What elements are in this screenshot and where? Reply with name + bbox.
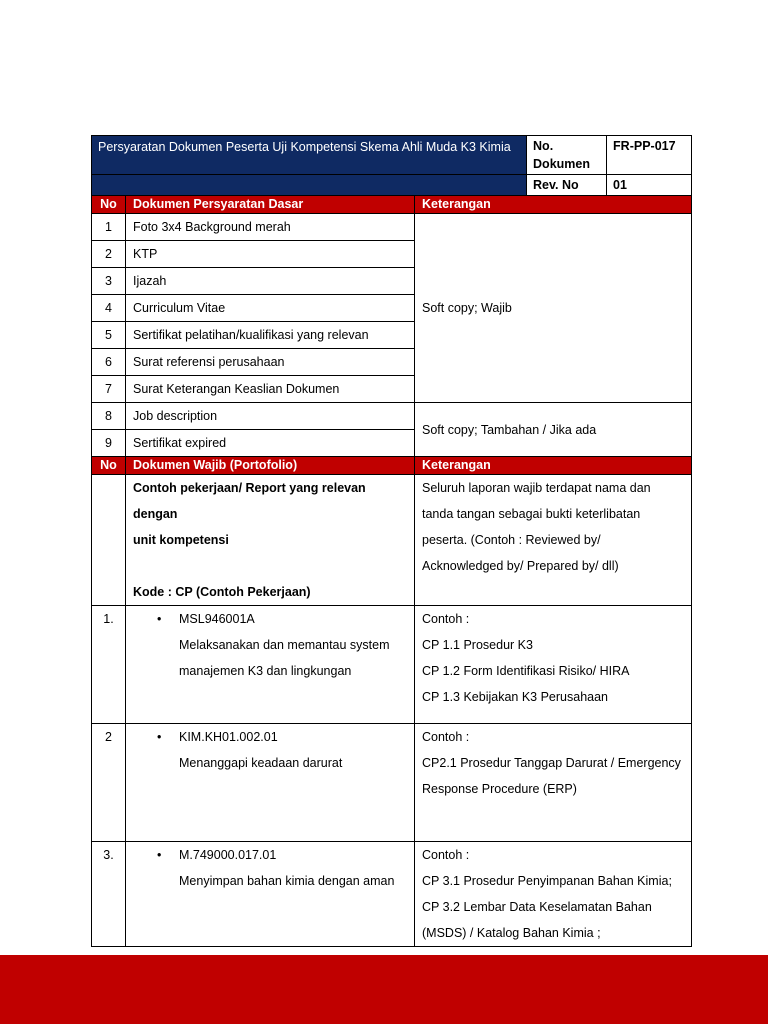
row-number: 3: [92, 268, 126, 295]
ket-line: Contoh :: [422, 612, 470, 626]
unit-description: [126, 606, 415, 724]
row-number: 7: [92, 376, 126, 403]
unit-description: [126, 842, 415, 947]
doc-no-value: FR-PP-017: [607, 136, 692, 175]
row-number: 8: [92, 403, 126, 430]
unit-title-line: Melaksanakan dan memantau system: [179, 638, 390, 652]
row-document: KTP: [126, 241, 415, 268]
unit-ket: [415, 724, 692, 842]
intro-line: Contoh pekerjaan/ Report yang relevan dengan: [133, 481, 366, 521]
row-number: 5: [92, 322, 126, 349]
row-document: Ijazah: [126, 268, 415, 295]
footer-band: [0, 955, 768, 1024]
ket-line: peserta. (Contoh : Reviewed by/: [422, 533, 601, 547]
unit-ket: [415, 842, 692, 947]
doc-no-label: No. Dokumen: [527, 136, 607, 175]
header-blue-band: [92, 175, 527, 196]
portfolio-intro-ket: [415, 475, 692, 606]
row-number: 3.: [92, 842, 126, 947]
row-document: Surat Keterangan Keaslian Dokumen: [126, 376, 415, 403]
row-number: 1.: [92, 606, 126, 724]
requirements-table: [91, 135, 692, 947]
bullet-icon: •: [157, 730, 162, 744]
row-number: 2: [92, 241, 126, 268]
intro-code-line: Kode : CP (Contoh Pekerjaan): [133, 585, 311, 599]
ket-line: CP 1.3 Kebijakan K3 Perusahaan: [422, 690, 609, 704]
rev-label: Rev. No: [527, 175, 607, 196]
table-row: [92, 214, 692, 241]
col-ket-header: Keterangan: [415, 196, 692, 214]
bullet-icon: •: [157, 612, 162, 626]
portfolio-intro-row: [92, 475, 692, 606]
ket-line: (MSDS) / Katalog Bahan Kimia ;: [422, 926, 601, 940]
row-document: Foto 3x4 Background merah: [126, 214, 415, 241]
portfolio-intro: [126, 475, 415, 606]
ket-line: CP 3.2 Lembar Data Keselamatan Bahan: [422, 900, 652, 914]
intro-line: unit kompetensi: [133, 533, 229, 547]
col-ket-header: Keterangan: [415, 457, 692, 475]
row-document: Curriculum Vitae: [126, 295, 415, 322]
row-document: Job description: [126, 403, 415, 430]
ket-required: Soft copy; Wajib: [415, 214, 692, 403]
unit-title-line: manajemen K3 dan lingkungan: [179, 664, 352, 678]
unit-description: [126, 724, 415, 842]
row-document: Sertifikat pelatihan/kualifikasi yang relevan: [126, 322, 415, 349]
unit-code: MSL946001A: [179, 612, 255, 626]
ket-line: Contoh :: [422, 848, 470, 862]
table-row: [92, 403, 692, 430]
unit-ket: [415, 606, 692, 724]
ket-line: Response Procedure (ERP): [422, 782, 577, 796]
unit-code: KIM.KH01.002.01: [179, 730, 278, 744]
unit-row: [92, 606, 692, 724]
ket-line: CP2.1 Prosedur Tanggap Darurat / Emergency: [422, 756, 681, 770]
ket-line: CP 1.1 Prosedur K3: [422, 638, 533, 652]
ket-line: Seluruh laporan wajib terdapat nama dan: [422, 481, 651, 495]
ket-line: CP 3.1 Prosedur Penyimpanan Bahan Kimia;: [422, 874, 672, 888]
row-number: 4: [92, 295, 126, 322]
rev-value: 01: [607, 175, 692, 196]
col-doc-header: Dokumen Wajib (Portofolio): [126, 457, 415, 475]
unit-row: [92, 724, 692, 842]
bullet-icon: •: [157, 848, 162, 862]
ket-optional: Soft copy; Tambahan / Jika ada: [415, 403, 692, 457]
section2-header: [92, 457, 692, 475]
row-number: 6: [92, 349, 126, 376]
row-document: Surat referensi perusahaan: [126, 349, 415, 376]
requirements-document: [91, 135, 691, 947]
ket-line: Contoh :: [422, 730, 470, 744]
ket-line: Acknowledged by/ Prepared by/ dll): [422, 559, 619, 573]
ket-line: tanda tangan sebagai bukti keterlibatan: [422, 507, 641, 521]
unit-row: [92, 842, 692, 947]
row-number: [92, 475, 126, 606]
col-doc-header: Dokumen Persyaratan Dasar: [126, 196, 415, 214]
unit-title-line: Menyimpan bahan kimia dengan aman: [179, 874, 395, 888]
unit-title-line: Menanggapi keadaan darurat: [179, 756, 343, 770]
document-title: Persyaratan Dokumen Peserta Uji Kompetensi Skema Ahli Muda K3 Kimia: [92, 136, 527, 175]
row-number: 9: [92, 430, 126, 457]
section1-header: [92, 196, 692, 214]
row-number: 1: [92, 214, 126, 241]
row-number: 2: [92, 724, 126, 842]
col-no-header: No: [92, 457, 126, 475]
ket-line: CP 1.2 Form Identifikasi Risiko/ HIRA: [422, 664, 630, 678]
row-document: Sertifikat expired: [126, 430, 415, 457]
col-no-header: No: [92, 196, 126, 214]
unit-code: M.749000.017.01: [179, 848, 277, 862]
